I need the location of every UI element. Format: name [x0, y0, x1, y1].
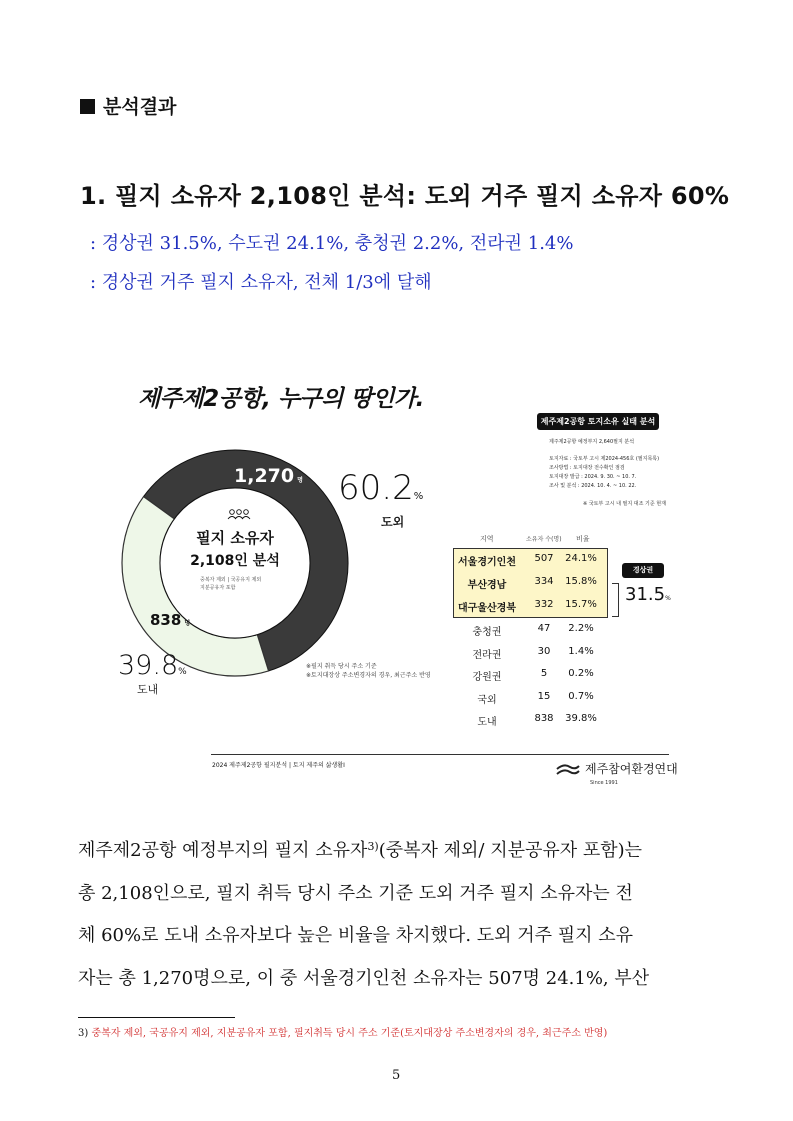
table-row: 전라권 30 1.4%	[472, 646, 594, 661]
report-meta: ※ 국토부 고시 내 필지 대조 기준 현재	[583, 501, 666, 507]
report-title-badge: 제주제2공항 토지소유 실태 분석	[537, 413, 659, 430]
table-row: 도내 838 39.8%	[477, 713, 597, 728]
footnote-ref: 3)	[367, 840, 379, 853]
divider	[211, 754, 669, 755]
footnote: 3) 중복자 제외, 국공유지 제외, 지분공유자 포함, 필지취득 당시 주소 기준(토지대장상 주소변경자의 경우, 최근주소 반영)	[78, 1028, 608, 1039]
chart-note: ※필지 취득 당시 주소 기준	[306, 663, 377, 670]
table-row: 대구울산경북 332 15.7%	[458, 599, 597, 614]
region-percent: 31.5%	[625, 584, 671, 605]
org-logo-icon	[556, 762, 580, 780]
center-note: 중복자 제외 | 국공유지 제외	[200, 577, 262, 583]
infographic-title: 제주제2공항, 누구의 땅인가.	[138, 386, 424, 412]
center-title: 필지 소유자	[196, 529, 274, 547]
region-badge: 경상권	[622, 563, 664, 578]
report-meta: 토지자료 : 국토부 고시 제2024-456호 (필지목록)	[549, 456, 660, 462]
center-total: 2,108인 분석	[190, 553, 280, 569]
body-line: 체 60%로 도내 소유자보다 높은 비율을 차지했다. 도외 거주 필지 소유	[78, 925, 634, 946]
org-name: 제주참여환경연대	[585, 762, 678, 776]
body-line: 총 2,108인으로, 필지 취득 당시 주소 기준 도외 거주 필지 소유자는 전	[78, 883, 633, 904]
inside-percent: 39.8%	[118, 650, 187, 681]
outside-count-label: 1,270 명	[234, 465, 303, 487]
table-header-region: 지역	[480, 535, 494, 543]
table-row: 국외 15 0.7%	[477, 691, 594, 706]
bracket-icon	[612, 583, 619, 617]
body-line: 제주제2공항 예정부지의 필지 소유자$^{3)}$(중복자 제외/ 지분공유자 포함)는	[78, 840, 643, 861]
ownership-donut-chart	[120, 448, 350, 678]
report-meta: 토지대장 발급 : 2024. 9. 30. ~ 10. 7.	[549, 474, 637, 480]
summary-line: : 경상권 31.5%, 수도권 24.1%, 충청권 2.2%, 전라권 1.4%	[90, 233, 574, 254]
table-row: 강원권 5 0.2%	[472, 668, 594, 683]
table-header-count: 소유자 수(명)	[526, 536, 562, 543]
report-meta: 조사 및 분석 : 2024. 10. 4. ~ 10. 22.	[549, 483, 637, 489]
square-bullet-icon	[80, 99, 95, 114]
section-heading: 분석결과	[80, 92, 176, 119]
table-row: 부산경남 334 15.8%	[467, 576, 597, 591]
body-line: 자는 총 1,270명으로, 이 중 서울경기인천 소유자는 507명 24.1%, 부산	[78, 968, 650, 989]
report-meta: 조사방법 : 토지대장 전수확인 점검	[549, 465, 625, 471]
page-title: 1. 필지 소유자 2,108인 분석: 도외 거주 필지 소유자 60%	[80, 182, 730, 210]
footnote-divider	[78, 1017, 235, 1018]
table-row: 서울경기인천 507 24.1%	[458, 553, 597, 568]
chart-note: ※토지대장상 주소변경자의 경우, 최근주소 반영	[306, 672, 431, 679]
table-header-ratio: 비율	[576, 535, 590, 543]
outside-percent: 60.2%	[338, 468, 424, 508]
center-note: 지분공유자 포함	[200, 585, 236, 591]
inside-label: 도내	[137, 683, 159, 696]
inside-count-label: 838 명	[150, 611, 191, 629]
table-row: 충청권 47 2.2%	[472, 623, 594, 638]
org-since: Since 1991	[590, 780, 618, 786]
outside-label: 도외	[381, 515, 405, 529]
summary-line: : 경상권 거주 필지 소유자, 전체 1/3에 달해	[90, 272, 432, 293]
page-number: 5	[392, 1068, 401, 1083]
report-meta: 제주제2공항 예정부지 2,640필지 분석	[549, 439, 635, 445]
infographic-caption: 2024 제주제2공항 필지분석 | 토지 제주의 삶생활I	[212, 762, 345, 769]
